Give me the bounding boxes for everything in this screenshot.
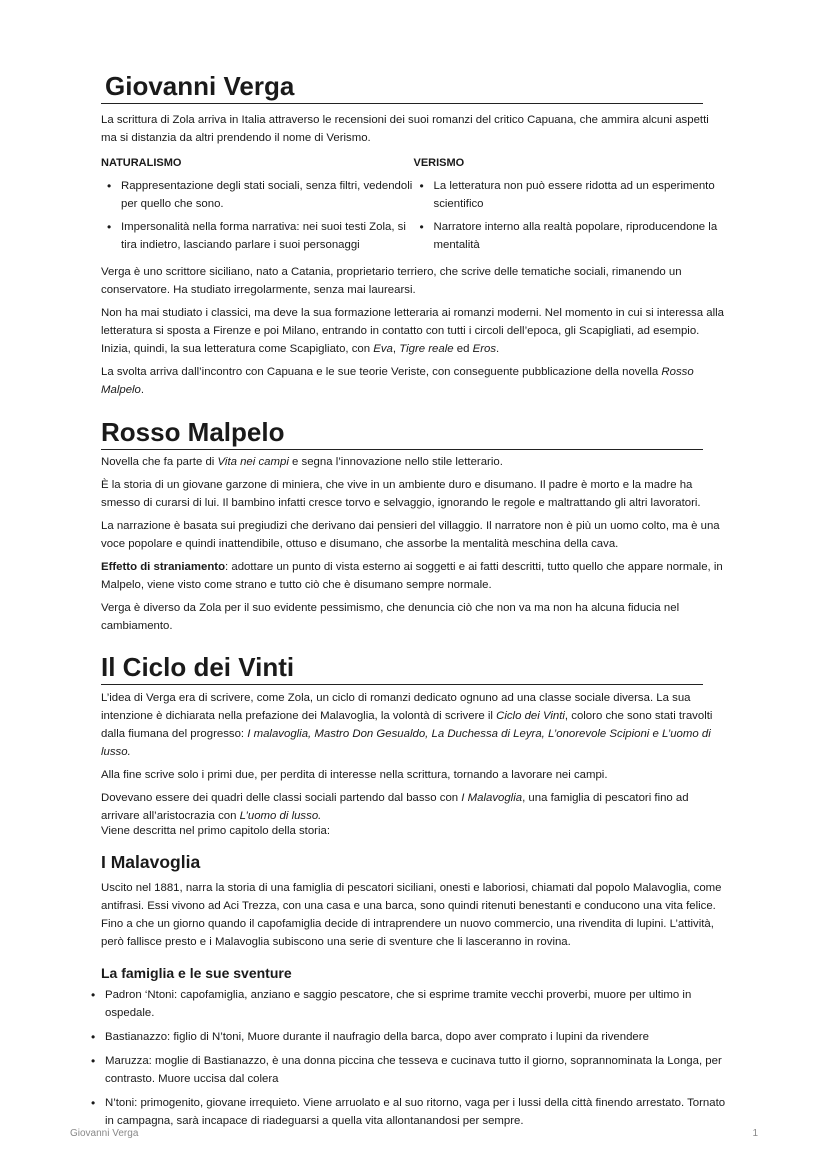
section-heading-i-malavoglia: I Malavoglia xyxy=(101,852,201,872)
list-item: • N’toni: primogenito, giovane irrequieto. Viene arruolato e al suo ritorno, vaga per i lussi della città finendo arrestato. Tornato in campagna, sarà incapace di riadeguarsi a quella vita allontanandosi per sempre. xyxy=(85,1094,726,1130)
subsection-heading-famiglia: La famiglia e le sue sventure xyxy=(101,965,292,981)
ciclo-paragraph-2: Alla fine scrive solo i primi due, per perdita di interesse nella scrittura, tornando a lavorare nei campi. xyxy=(101,769,608,781)
rosso-paragraph-3: La narrazione è basata sui pregiudizi che derivano dai pensieri del villaggio. Il narratore non è più un uomo colto, ma è una voce popolare e quindi inattendibile, ottuso e disumano, che assorbe la mentalità meschina della cava. xyxy=(101,520,720,550)
list-item: • Narratore interno alla realtà popolare, riproducendone la mentalità xyxy=(414,218,727,254)
text-run: L’idea di Verga era di scrivere, come Zola, un ciclo di romanzi dedicato ognuno ad una classe sociale diversa. La sua intenzione è dichiarata nella prefazione dei Malavoglia, la volontà di scrivere il xyxy=(101,692,691,722)
work-title: Tigre reale xyxy=(399,343,454,355)
verismo-heading: VERISMO xyxy=(413,157,465,169)
naturalismo-list xyxy=(101,177,414,254)
rosso-paragraph-1 xyxy=(101,453,726,471)
work-title: L’uomo di lusso. xyxy=(239,810,322,822)
document-content xyxy=(101,70,726,1130)
ciclo-paragraph-3 xyxy=(101,789,726,825)
rosso-paragraph-2: È la storia di un giovane garzone di miniera, che vive in un ambiente duro e disumano. Il padre è morto e la madre ha smesso di curarsi di lui. Il bambino infatti cresce torvo e selvaggio, ignorando le regole e maltrattando gli altri lavoratori. xyxy=(101,479,701,509)
famiglia-list xyxy=(85,986,726,1130)
text-run: La svolta arriva dall’incontro con Capuana e le sue teorie Veriste, con conseguente pubblicazione della novella xyxy=(101,366,662,378)
intro-paragraph: La scrittura di Zola arriva in Italia attraverso le recensioni dei suoi romanzi del critico Capuana, che ammira alcuni aspetti ma si distanzia da altri prendendo il nome di Verismo. xyxy=(101,114,709,144)
column-naturalismo xyxy=(101,155,414,254)
text-run: ed xyxy=(453,343,473,355)
text-run: , xyxy=(392,343,400,355)
list-item: • Maruzza: moglie di Bastianazzo, è una donna piccina che tesseva e cucinava tutto il giorno, soprannominata la Longa, per contrasto. Muore uccisa dal colera xyxy=(85,1052,726,1088)
text-run: . xyxy=(496,343,500,355)
footer-page-number: 1 xyxy=(752,1128,758,1139)
rosso-paragraph-5: Verga è diverso da Zola per il suo evidente pessimismo, che denuncia ciò che non va ma non ha alcuna fiducia nel cambiamento. xyxy=(101,602,680,632)
text-run: , una famiglia di pescatori fino ad arrivare all’aristocrazia con xyxy=(101,792,689,822)
bio-paragraph-1: Verga è uno scrittore siciliano, nato a Catania, proprietario terriero, che scrive delle tematiche sociali, rimanendo un conservatore. Ha studiato irregolarmente, senza mai laurearsi. xyxy=(101,266,682,296)
footer-title: Giovanni Verga xyxy=(70,1128,139,1139)
naturalismo-heading: NATURALISMO xyxy=(101,157,182,169)
ciclo-paragraph-1 xyxy=(101,689,726,761)
work-title: I malavoglia, Mastro Don Gesualdo, La Duchessa di Leyra, L’onorevole Scipioni e L’uomo di lusso. xyxy=(101,728,711,758)
verismo-list xyxy=(414,177,727,254)
work-title: Eva xyxy=(373,343,393,355)
comparison-columns xyxy=(101,155,726,254)
list-item: • La letteratura non può essere ridotta ad un esperimento scientifico xyxy=(414,177,727,213)
section-heading-ciclo-dei-vinti xyxy=(101,651,703,685)
work-title: Rosso Malpelo xyxy=(101,366,694,396)
page-title-text: Giovanni Verga xyxy=(105,71,295,101)
list-item: • Bastianazzo: figlio di N’toni, Muore durante il naufragio della barca, dopo aver comprato i lupini da rivendere xyxy=(85,1028,726,1046)
work-title: Ciclo dei Vinti xyxy=(496,710,565,722)
text-run: e segna l’innovazione nello stile letterario. xyxy=(288,456,503,468)
section-heading-text: Rosso Malpelo xyxy=(101,417,285,447)
text-run: , coloro che sono stati travolti dalla fiumana del progresso: xyxy=(101,710,713,740)
section-heading-rosso-malpelo xyxy=(101,416,703,450)
text-run: . xyxy=(140,384,145,396)
work-title: Eros xyxy=(472,343,497,355)
work-title: I Malavoglia xyxy=(461,792,523,804)
text-run: Dovevano essere dei quadri delle classi sociali partendo dal basso con xyxy=(101,792,462,804)
list-item: • Rappresentazione degli stati sociali, senza filtri, vedendoli per quello che sono. xyxy=(101,177,414,213)
text-run: Non ha mai studiato i classici, ma deve la sua formazione letteraria ai romanzi moderni. Nel momento in cui si interessa alla letteratura si sposta a Firenze e poi Milano, entrando in contatto con tutti i circoli dell’epoca, gli Scapigliati, ad esempio. Inizia, quindi, la sua letteratura come Scapigliato, con xyxy=(101,307,724,355)
section-heading-text: Il Ciclo dei Vinti xyxy=(101,652,295,682)
rosso-paragraph-4 xyxy=(101,558,726,594)
column-verismo xyxy=(414,155,727,254)
ciclo-paragraph-4: Viene descritta nel primo capitolo della storia: xyxy=(101,825,330,837)
list-item: • Padron ‘Ntoni: capofamiglia, anziano e saggio pescatore, che si esprime tramite vecchi proverbi, muore per ultimo in ospedale. xyxy=(85,986,726,1022)
malavoglia-paragraph-1: Uscito nel 1881, narra la storia di una famiglia di pescatori siciliani, onesti e laboriosi, chiamati dal popolo Malavoglia, come antifrasi. Essi vivono ad Aci Trezza, con una casa e una barca, sono quindi ritenuti benestanti e conducono una vita felice. Fino a che un giorno quando il capofamiglia decide di intraprendere un nuovo commercio, una rivendita di lupini. L’attività, però fallisce presto e i Malavoglia subiscono una serie di sventure che li lasceranno in rovina. xyxy=(101,882,722,948)
page-title xyxy=(101,70,703,104)
bio-paragraph-2 xyxy=(101,304,726,358)
text-run: : adottare un punto di vista esterno ai soggetti e ai fatti descritti, tutto quello che appare normale, in Malpelo, viene visto come strano e tutto ciò che è disumano sempre normale. xyxy=(101,561,723,591)
bold-term: Effetto di straniamento xyxy=(101,561,226,573)
work-title: Vita nei campi xyxy=(217,456,289,468)
list-item: • Impersonalità nella forma narrativa: nei suoi testi Zola, si tira indietro, lasciando parlare i suoi personaggi xyxy=(101,218,414,254)
bio-paragraph-3 xyxy=(101,363,726,399)
text-run: Novella che fa parte di xyxy=(101,456,218,468)
